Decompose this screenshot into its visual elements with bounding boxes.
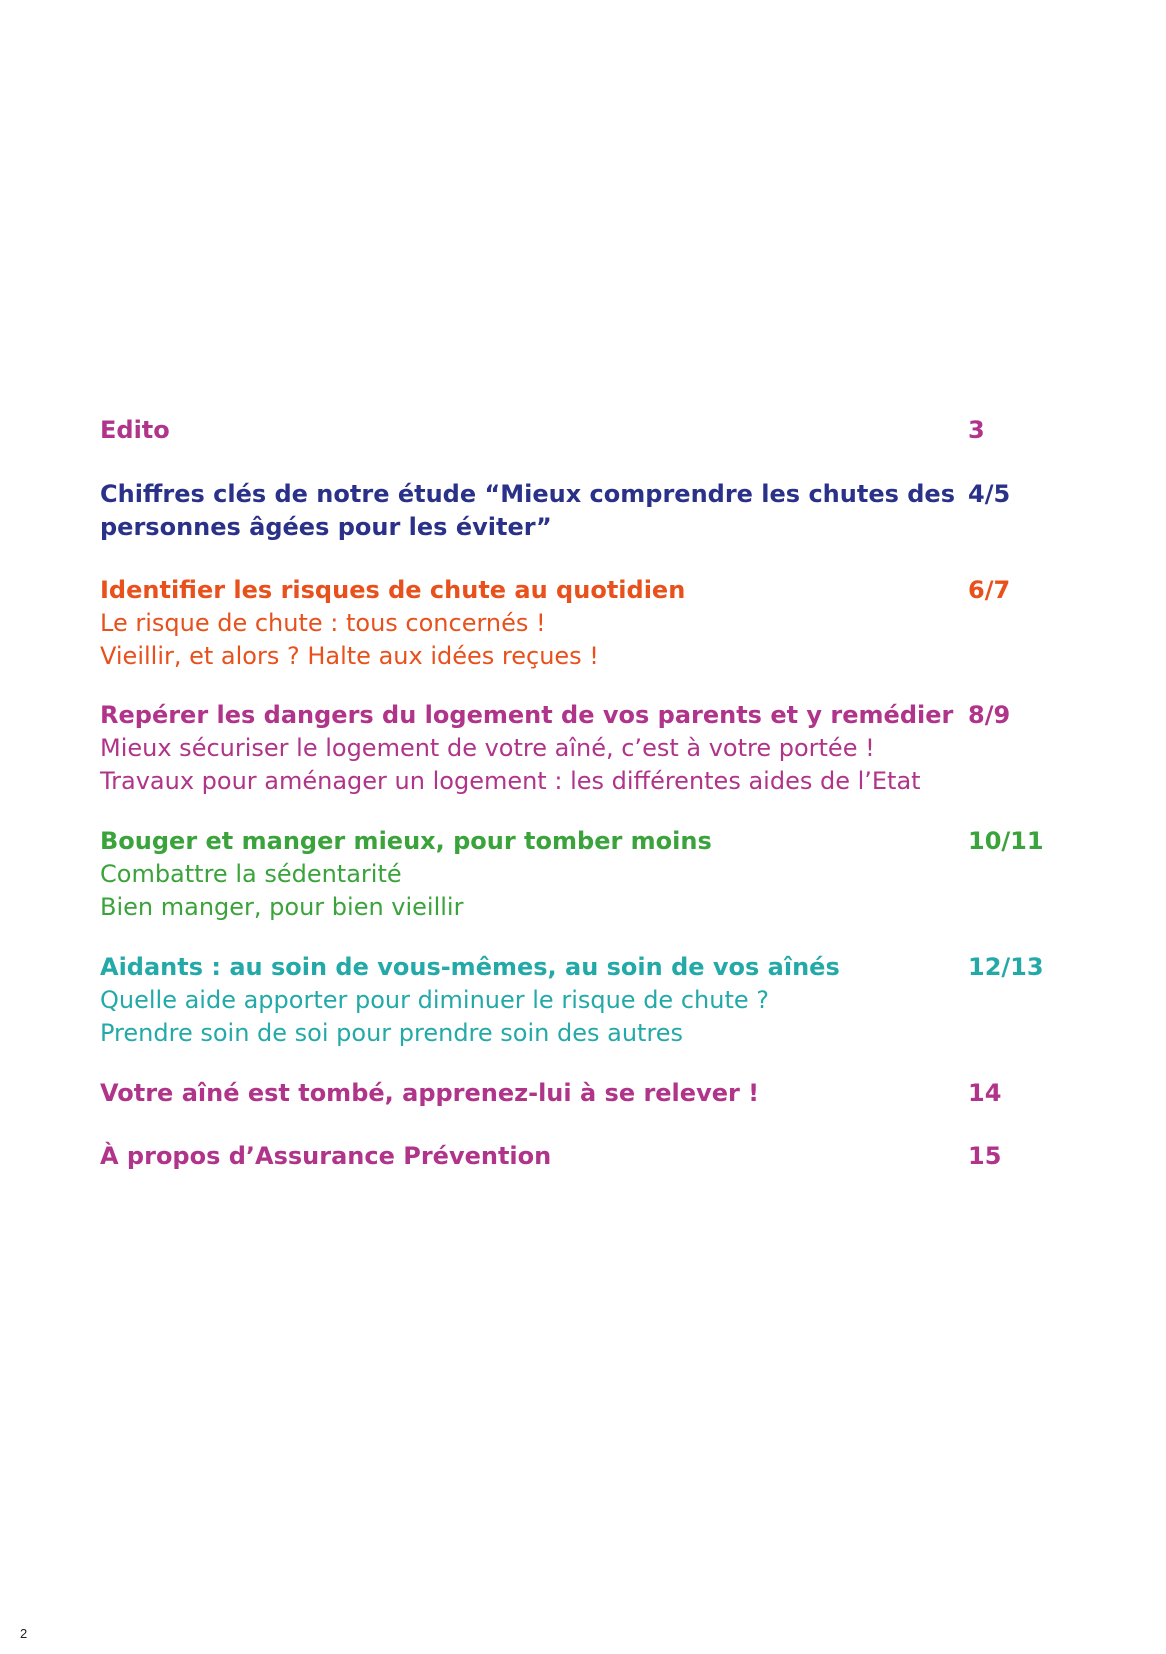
toc-entry-text xyxy=(100,1140,950,1173)
toc-subtitle: Le risque de chute : tous concernés ! xyxy=(100,609,546,637)
toc-page-number: 8/9 xyxy=(968,701,1011,729)
toc-entry-text xyxy=(100,1077,950,1110)
toc-title-line: Repérer les dangers du logement de vos parents et y remédier xyxy=(100,701,954,729)
toc-entry-text xyxy=(100,951,950,1050)
toc-entry-title xyxy=(100,699,954,732)
toc-entry-title xyxy=(100,478,955,544)
toc-entry-title xyxy=(100,414,950,447)
page-number: 2 xyxy=(20,1626,28,1641)
toc-entry-text xyxy=(100,574,950,673)
toc-subtitle: Combattre la sédentarité xyxy=(100,860,402,888)
toc-subtitle: Vieillir, et alors ? Halte aux idées reçues ! xyxy=(100,642,599,670)
toc-entry-title xyxy=(100,574,950,607)
toc-page-number: 4/5 xyxy=(968,480,1011,508)
toc-entry-text xyxy=(100,414,950,447)
toc-entry-title xyxy=(100,1140,950,1173)
toc-subtitle: Mieux sécuriser le logement de votre aîné, c’est à votre portée ! xyxy=(100,734,875,762)
toc-title-line: Chiffres clés de notre étude “Mieux comprendre les chutes des xyxy=(100,480,955,508)
toc-subtitle: Travaux pour aménager un logement : les différentes aides de l’Etat xyxy=(100,767,921,795)
toc-title-line: Aidants : au soin de vous-mêmes, au soin de vos aînés xyxy=(100,953,840,981)
toc-subtitle: Quelle aide apporter pour diminuer le risque de chute ? xyxy=(100,986,769,1014)
toc-page-number: 12/13 xyxy=(968,953,1044,981)
toc-entry-text xyxy=(100,699,954,798)
toc-subtitle: Prendre soin de soi pour prendre soin des autres xyxy=(100,1019,684,1047)
toc-title-line: Votre aîné est tombé, apprenez-lui à se relever ! xyxy=(100,1079,760,1107)
toc-entry-title xyxy=(100,951,950,984)
toc-entry-text xyxy=(100,478,955,544)
toc-page-number: 10/11 xyxy=(968,827,1044,855)
toc-page-number: 3 xyxy=(968,416,985,444)
toc-title-line: Bouger et manger mieux, pour tomber moins xyxy=(100,827,712,855)
toc-subtitle: Bien manger, pour bien vieillir xyxy=(100,893,464,921)
toc-title-line: Edito xyxy=(100,416,170,444)
toc-entry-title xyxy=(100,825,950,858)
toc-entry-text xyxy=(100,825,950,924)
toc-title-line: personnes âgées pour les éviter” xyxy=(100,513,552,541)
toc-page-number: 14 xyxy=(968,1079,1002,1107)
toc-entry-title xyxy=(100,1077,950,1110)
toc-page-number: 6/7 xyxy=(968,576,1011,604)
toc-title-line: Identifier les risques de chute au quotidien xyxy=(100,576,686,604)
toc-title-line: À propos d’Assurance Prévention xyxy=(100,1142,552,1170)
toc-page-number: 15 xyxy=(968,1142,1002,1170)
